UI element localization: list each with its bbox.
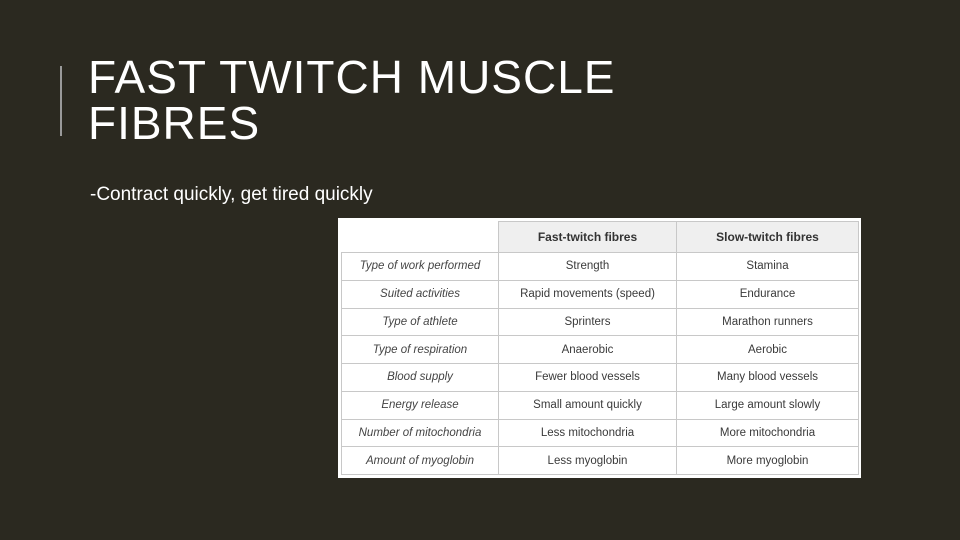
slow-cell: More mitochondria (677, 419, 859, 447)
slow-cell: Many blood vessels (677, 364, 859, 392)
table-header-corner (342, 222, 499, 253)
slide-title-line-1: FAST TWITCH MUSCLE (88, 51, 616, 103)
table-header-row (342, 222, 859, 253)
row-label: Energy release (342, 391, 499, 419)
comparison-table (341, 221, 859, 475)
table-header-fast: Fast-twitch fibres (499, 222, 677, 253)
fast-cell: Fewer blood vessels (499, 364, 677, 392)
slow-cell: Large amount slowly (677, 391, 859, 419)
table-row (342, 447, 859, 475)
table-row (342, 419, 859, 447)
table-row (342, 308, 859, 336)
fast-cell: Less mitochondria (499, 419, 677, 447)
slow-cell: Marathon runners (677, 308, 859, 336)
fast-cell: Sprinters (499, 308, 677, 336)
row-label: Amount of myoglobin (342, 447, 499, 475)
slow-cell: More myoglobin (677, 447, 859, 475)
slide-title-line-2: FIBRES (88, 97, 261, 149)
row-label: Type of athlete (342, 308, 499, 336)
table-header-slow: Slow-twitch fibres (677, 222, 859, 253)
row-label: Suited activities (342, 280, 499, 308)
table-row (342, 336, 859, 364)
row-label: Type of work performed (342, 253, 499, 281)
fast-cell: Small amount quickly (499, 391, 677, 419)
comparison-table-image (338, 218, 861, 478)
fast-cell: Anaerobic (499, 336, 677, 364)
table-row (342, 391, 859, 419)
table-row (342, 280, 859, 308)
slow-cell: Aerobic (677, 336, 859, 364)
row-label: Number of mitochondria (342, 419, 499, 447)
table-row (342, 364, 859, 392)
row-label: Blood supply (342, 364, 499, 392)
row-label: Type of respiration (342, 336, 499, 364)
slide-title (88, 51, 848, 149)
slide-subtitle: -Contract quickly, get tired quickly (90, 184, 373, 205)
title-accent-bar (60, 66, 62, 136)
fast-cell: Strength (499, 253, 677, 281)
fast-cell: Rapid movements (speed) (499, 280, 677, 308)
fast-cell: Less myoglobin (499, 447, 677, 475)
table-row (342, 253, 859, 281)
slow-cell: Stamina (677, 253, 859, 281)
slow-cell: Endurance (677, 280, 859, 308)
